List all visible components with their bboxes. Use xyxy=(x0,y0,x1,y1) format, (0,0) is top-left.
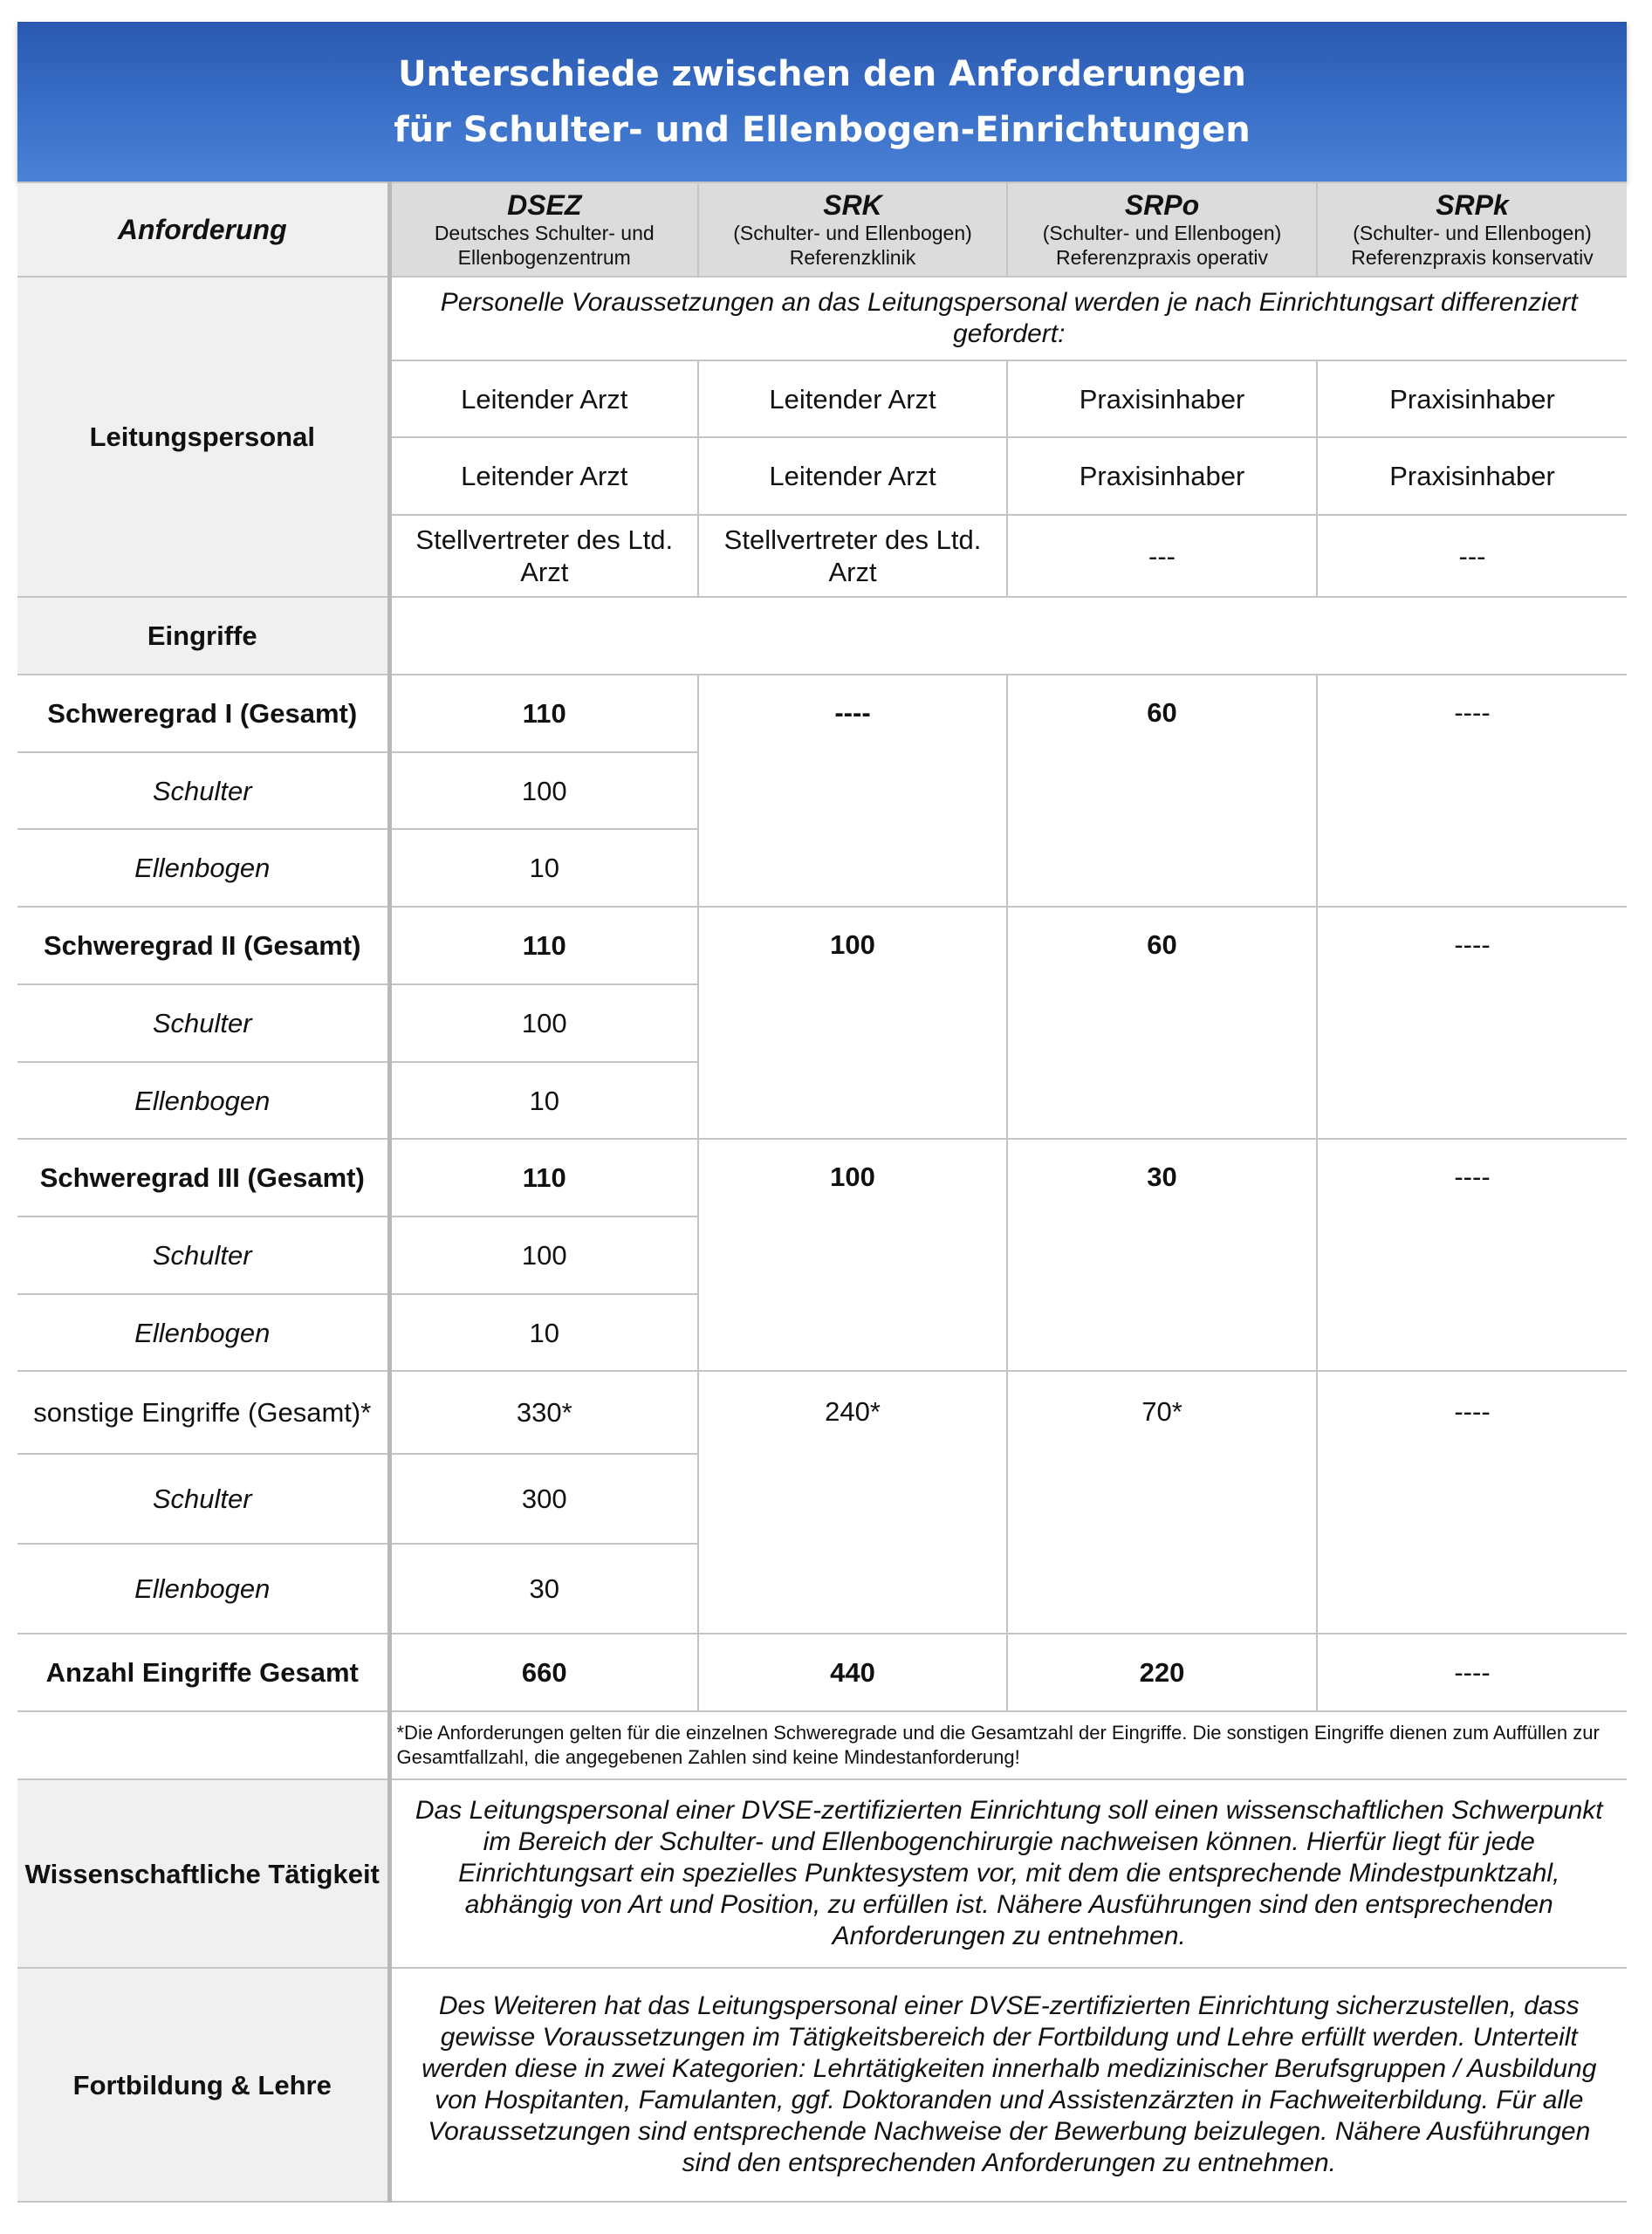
sonst-srpo: 70* xyxy=(1007,1371,1317,1634)
leitung-cell: Leitender Arzt xyxy=(389,360,698,437)
sg3-ellenbogen-label: Ellenbogen xyxy=(17,1294,389,1371)
header-sub: Ellenbogenzentrum xyxy=(457,246,631,269)
header-sub: (Schulter- und Ellenbogen) xyxy=(733,222,972,244)
requirements-table xyxy=(17,182,1627,2203)
sg2-dsez: 110 xyxy=(389,907,698,984)
header-sub: Deutsches Schulter- und xyxy=(434,222,655,244)
eingriffe-label: Eingriffe xyxy=(17,597,389,675)
leitung-intro-row xyxy=(17,277,1627,360)
header-srk xyxy=(698,182,1007,277)
sg2-srk: 100 xyxy=(698,907,1007,1139)
fortbildung-row xyxy=(17,1968,1627,2202)
sg3-srpk: ---- xyxy=(1317,1139,1627,1371)
leitung-cell: Leitender Arzt xyxy=(698,437,1007,515)
header-code: SRPk xyxy=(1436,189,1509,221)
fortbildung-text: Des Weiteren hat das Leitungspersonal einer DVSE-zertifizierten Einrichtung sicherzustellen, dass gewisse Voraussetzungen im Tätigkeitsbereich der Fortbildung und Lehre erfüllt werden. Unterteilt werden diese in zwei Kategorien: Lehrtätigkeiten innerhalb medizinischer Berufsgruppen / Ausbildung von Hospitanten, Famulanten, ggf. Doktoranden und Assistenzärzten in Fachweiterbildung. Für alle Voraussetzungen sind entsprechende Nachweise der Bewerbung beizulegen. Nähere Ausführungen sind den entsprechenden Anforderungen zu entnehmen. xyxy=(389,1968,1627,2202)
leitung-cell: Praxisinhaber xyxy=(1317,437,1627,515)
total-srpo: 220 xyxy=(1007,1634,1317,1711)
sg2-schulter-value: 100 xyxy=(389,984,698,1062)
sg2-ellenbogen-label: Ellenbogen xyxy=(17,1062,389,1139)
sg3-schulter-value: 100 xyxy=(389,1216,698,1294)
leitung-cell: Stellvertreter des Ltd. Arzt xyxy=(389,515,698,597)
leitung-cell: --- xyxy=(1317,515,1627,597)
sg1-schulter-label: Schulter xyxy=(17,752,389,829)
total-label: Anzahl Eingriffe Gesamt xyxy=(17,1634,389,1711)
leitung-cell: --- xyxy=(1007,515,1317,597)
wissenschaft-label: Wissenschaftliche Tätigkeit xyxy=(17,1779,389,1968)
header-srpk xyxy=(1317,182,1627,277)
leitung-cell: Praxisinhaber xyxy=(1007,437,1317,515)
sonst-ellenbogen-label: Ellenbogen xyxy=(17,1544,389,1634)
sg1-srk: ---- xyxy=(698,675,1007,907)
sonst-row xyxy=(17,1371,1627,1454)
header-dsez xyxy=(389,182,698,277)
header-code: DSEZ xyxy=(507,189,582,221)
sg2-schulter-label: Schulter xyxy=(17,984,389,1062)
header-code: SRPo xyxy=(1124,189,1200,221)
sg2-srpo: 60 xyxy=(1007,907,1317,1139)
sg3-ellenbogen-value: 10 xyxy=(389,1294,698,1371)
sonst-schulter-value: 300 xyxy=(389,1454,698,1544)
leitung-cell: Praxisinhaber xyxy=(1007,360,1317,437)
footnote-row xyxy=(17,1711,1627,1779)
wissenschaft-row xyxy=(17,1779,1627,1968)
footnote-empty-label xyxy=(17,1711,389,1779)
header-sub: Referenzpraxis konservativ xyxy=(1351,246,1594,269)
sonst-schulter-label: Schulter xyxy=(17,1454,389,1544)
leitung-label: Leitungspersonal xyxy=(17,277,389,597)
sg3-label: Schweregrad III (Gesamt) xyxy=(17,1139,389,1216)
sg2-label: Schweregrad II (Gesamt) xyxy=(17,907,389,984)
sonst-srk: 240* xyxy=(698,1371,1007,1634)
footnote: *Die Anforderungen gelten für die einzelnen Schweregrade und die Gesamtzahl der Eingriffe. Die sonstigen Eingriffe dienen zum Auffüllen zur Gesamtfallzahl, die angegebenen Zahlen sind keine Mindestanforderung! xyxy=(389,1711,1627,1779)
leitung-cell: Leitender Arzt xyxy=(698,360,1007,437)
sg1-ellenbogen-label: Ellenbogen xyxy=(17,829,389,907)
sonst-label: sonstige Eingriffe (Gesamt)* xyxy=(17,1371,389,1454)
header-sub: Referenzklinik xyxy=(789,246,916,269)
sg3-row xyxy=(17,1139,1627,1216)
header-sub: Referenzpraxis operativ xyxy=(1056,246,1268,269)
leitung-cell: Leitender Arzt xyxy=(389,437,698,515)
header-sub: (Schulter- und Ellenbogen) xyxy=(1353,222,1592,244)
sg1-srpk: ---- xyxy=(1317,675,1627,907)
header-code: SRK xyxy=(823,189,882,221)
wissenschaft-text: Das Leitungspersonal einer DVSE-zertifizierten Einrichtung soll einen wissenschaftlichen Schwerpunkt im Bereich der Schulter- und Ellenbogenchirurgie nachweisen können. Hierfür liegt für jede Einrichtungsart ein spezielles Punktesystem vor, mit dem die entsprechende Mindestpunktzahl, abhängig von Art und Position, zu erfüllen ist. Nähere Ausführungen sind den entsprechenden Anforderungen zu entnehmen. xyxy=(389,1779,1627,1968)
eingriffe-row xyxy=(17,597,1627,675)
sonst-ellenbogen-value: 30 xyxy=(389,1544,698,1634)
sg1-schulter-value: 100 xyxy=(389,752,698,829)
sonst-dsez: 330* xyxy=(389,1371,698,1454)
sonst-srpk: ---- xyxy=(1317,1371,1627,1634)
header-srpo xyxy=(1007,182,1317,277)
fortbildung-label: Fortbildung & Lehre xyxy=(17,1968,389,2202)
leitung-cell: Praxisinhaber xyxy=(1317,360,1627,437)
sg1-dsez: 110 xyxy=(389,675,698,752)
header-label: Anforderung xyxy=(17,182,389,277)
sg1-row xyxy=(17,675,1627,752)
total-row xyxy=(17,1634,1627,1711)
sg3-srpo: 30 xyxy=(1007,1139,1317,1371)
total-srpk: ---- xyxy=(1317,1634,1627,1711)
sg1-ellenbogen-value: 10 xyxy=(389,829,698,907)
leitung-intro: Personelle Voraussetzungen an das Leitungspersonal werden je nach Einrichtungsart differenziert gefordert: xyxy=(389,277,1627,360)
title-line-1: Unterschiede zwischen den Anforderungen xyxy=(398,53,1246,94)
total-srk: 440 xyxy=(698,1634,1007,1711)
title-banner xyxy=(17,22,1627,182)
eingriffe-empty xyxy=(389,597,1627,675)
leitung-cell: Stellvertreter des Ltd. Arzt xyxy=(698,515,1007,597)
sg2-srpk: ---- xyxy=(1317,907,1627,1139)
sg1-label: Schweregrad I (Gesamt) xyxy=(17,675,389,752)
sg3-srk: 100 xyxy=(698,1139,1007,1371)
title-line-2: für Schulter- und Ellenbogen-Einrichtungen xyxy=(394,109,1251,150)
sg2-ellenbogen-value: 10 xyxy=(389,1062,698,1139)
sg2-row xyxy=(17,907,1627,984)
header-sub: (Schulter- und Ellenbogen) xyxy=(1042,222,1282,244)
header-row xyxy=(17,182,1627,277)
sg3-schulter-label: Schulter xyxy=(17,1216,389,1294)
sg3-dsez: 110 xyxy=(389,1139,698,1216)
total-dsez: 660 xyxy=(389,1634,698,1711)
sg1-srpo: 60 xyxy=(1007,675,1317,907)
